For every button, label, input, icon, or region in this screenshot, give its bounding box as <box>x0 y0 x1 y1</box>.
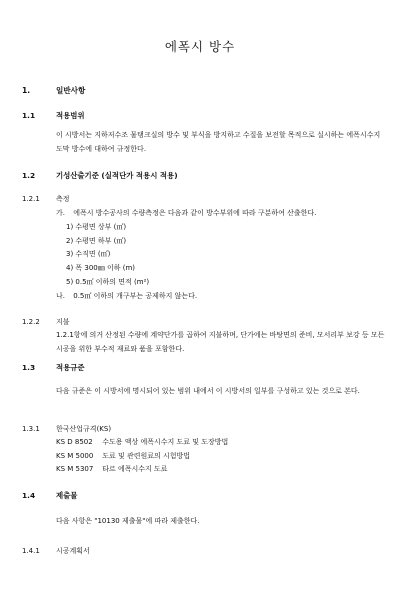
section-heading-1-2 <box>22 170 178 181</box>
section-number: 1.2.1 <box>22 195 40 203</box>
section-number: 1.2 <box>22 171 36 180</box>
section-title: 측정 <box>56 195 70 203</box>
clause-text: 0.5㎡ 이하의 개구부는 공제하지 않는다. <box>73 292 198 300</box>
section-title: 제출물 <box>56 491 78 500</box>
list-item: 4) 폭 300㎜ 이하 (m) <box>66 264 136 272</box>
section-number: 1.4.1 <box>22 547 40 555</box>
section-number: 1. <box>22 86 31 95</box>
ks-code: KS M 5307 <box>56 465 94 473</box>
clause-ga <box>56 208 316 218</box>
section-heading-1-3-1 <box>22 424 111 434</box>
standards-paragraph: 다음 규준은 이 시방서에 명시되어 있는 범위 내에서 이 시방서의 일부를 구성하고 있는 것으로 본다. <box>56 387 360 395</box>
section-title: 일반사항 <box>56 86 86 95</box>
page-title: 에폭시 방수 <box>164 39 236 54</box>
section-heading-1-3 <box>22 362 85 373</box>
clause-na <box>56 291 197 301</box>
section-title: 적용범위 <box>56 111 85 120</box>
section-title: 한국산업규격(KS) <box>56 425 112 433</box>
section-heading-1-4 <box>22 490 77 501</box>
section-title: 기성산출기준 (실적단가 적용시 적용) <box>56 171 178 180</box>
ks-name: 수도용 액상 에폭시수지 도료 및 도장방법 <box>102 438 229 446</box>
section-number: 1.4 <box>22 491 36 500</box>
scope-paragraph: 이 시방서는 지하저수조 물탱크실의 방수 및 부식을 방지하고 수질을 보전할 목적으로 실시하는 에폭시수지 도막 방수에 대하여 규정한다. <box>56 131 381 153</box>
clause-mark: 나. <box>56 292 65 300</box>
section-number: 1.2.2 <box>22 318 40 326</box>
list-item: 5) 0.5㎡ 이하의 면적 (m²) <box>66 278 150 286</box>
section-heading-1 <box>22 85 85 96</box>
section-title: 적용규준 <box>56 363 85 372</box>
section-number: 1.3 <box>22 363 36 372</box>
ks-name: 타르 에폭시수지 도료 <box>102 465 168 473</box>
ks-standard-row <box>56 464 168 474</box>
clause-mark: 가. <box>56 209 65 217</box>
submittals-paragraph: 다음 사항은 "10130 제출물"에 따라 제출한다. <box>56 517 200 525</box>
section-heading-1-1 <box>22 110 85 121</box>
section-title: 시공계획서 <box>56 547 90 555</box>
ks-standard-row <box>56 437 228 447</box>
list-item: 1) 수평면 상부 (㎡) <box>66 223 127 231</box>
list-item: 2) 수평면 하부 (㎡) <box>66 237 127 245</box>
section-number: 1.3.1 <box>22 425 40 433</box>
section-heading-1-2-2 <box>22 317 70 327</box>
ks-name: 도료 및 관련원료의 시험방법 <box>102 452 191 460</box>
section-heading-1-4-1 <box>22 546 90 556</box>
clause-text: 에폭시 방수공사의 수량측정은 다음과 같이 방수부위에 따라 구분하여 산출한다. <box>73 209 317 217</box>
section-number: 1.1 <box>22 111 36 120</box>
ks-code: KS D 8502 <box>56 438 93 446</box>
section-heading-1-2-1 <box>22 194 70 204</box>
payment-paragraph: 1.2.1항에 의거 산정된 수량에 계약단가를 곱하여 지불하며, 단가에는 바탕면의 준비, 모서리부 보강 등 모든 시공을 위한 부수적 재료와 품을 포함한다. <box>56 331 385 353</box>
ks-code: KS M 5000 <box>56 452 94 460</box>
ks-standard-row <box>56 451 190 461</box>
list-item: 3) 수직면 (㎡) <box>66 250 111 258</box>
section-title: 지불 <box>56 318 70 326</box>
